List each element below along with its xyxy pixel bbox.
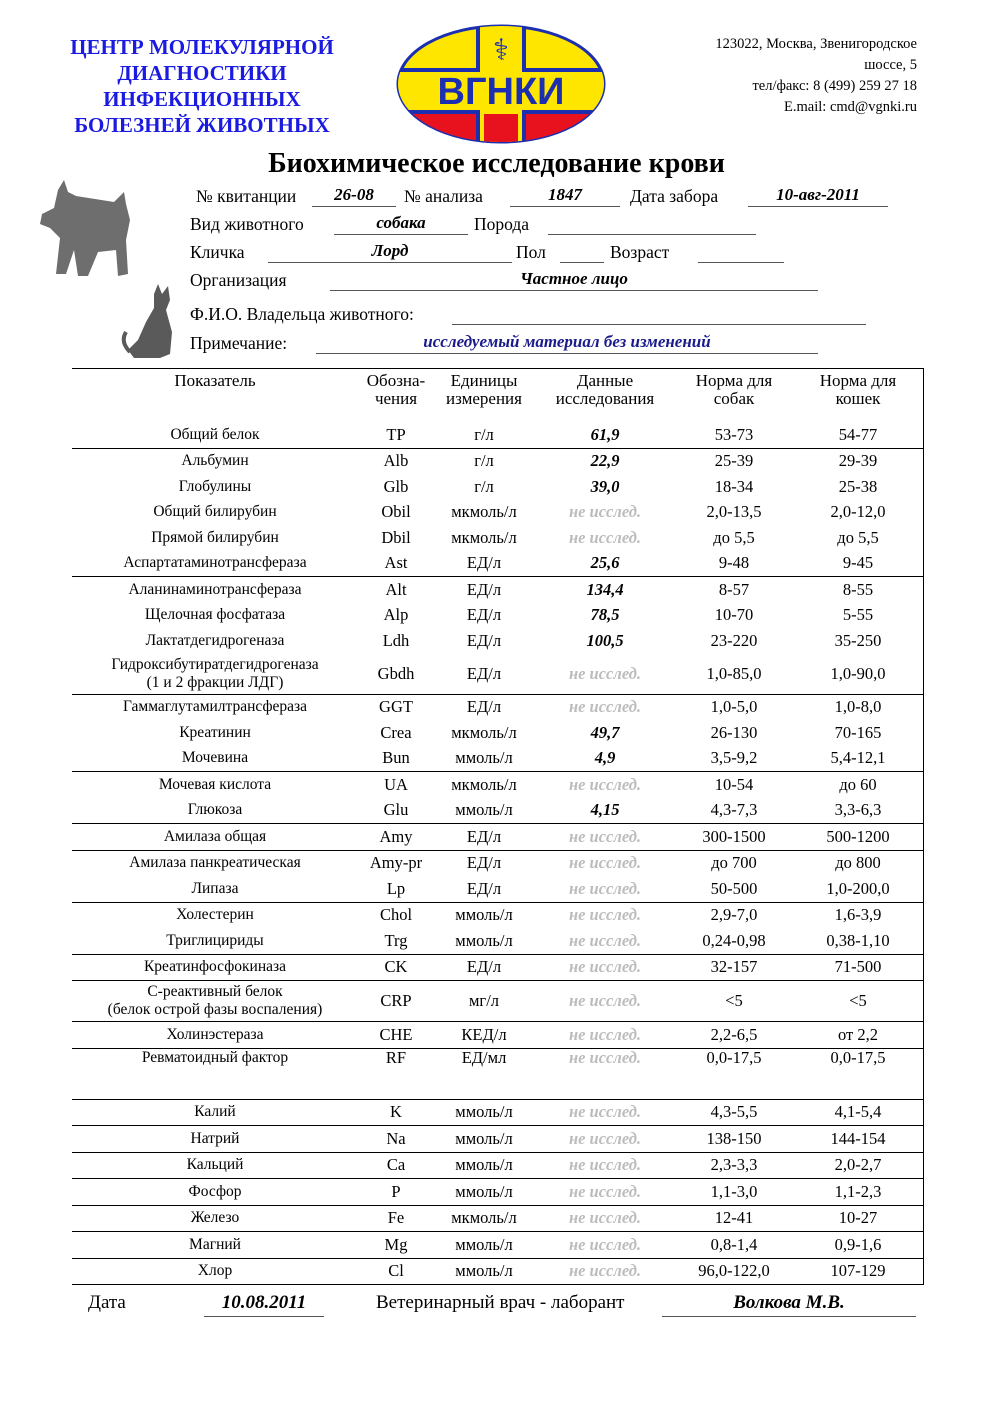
table-row xyxy=(72,694,924,720)
indicator-value: не исслед. xyxy=(534,981,676,1022)
indicator-unit: ммоль/л xyxy=(434,746,534,772)
table-row xyxy=(72,577,924,603)
indicator-value: не исслед. xyxy=(568,905,642,925)
cat-norm: 2,0-12,0 xyxy=(830,502,886,522)
dog-norm: 1,1-3,0 xyxy=(676,1179,792,1206)
indicator-value: не исслед. xyxy=(534,1179,676,1206)
cat-norm: 9-45 xyxy=(792,551,924,577)
indicator-code: RF xyxy=(358,1048,434,1099)
indicator-unit: г/л xyxy=(474,451,494,471)
owner-field[interactable] xyxy=(452,302,866,325)
indicator-unit: ммоль/л xyxy=(434,1152,534,1179)
sex-label: Пол xyxy=(516,242,546,262)
dog-norm: до 700 xyxy=(711,853,757,873)
indicator-code: K xyxy=(358,1099,434,1126)
indicator-name: Лактатдегидрогеназа xyxy=(145,631,285,649)
indicator-unit: ммоль/л xyxy=(434,1258,534,1285)
indicator-unit: ЕД/мл xyxy=(434,1048,534,1099)
indicator-name: С-реактивный белок (белок острой фазы воспаления) xyxy=(72,981,358,1022)
table-row xyxy=(72,1048,924,1099)
indicator-code: CRP xyxy=(358,981,434,1022)
indicator-name: Амилаза общая xyxy=(72,824,358,851)
dog-norm: 2,2-6,5 xyxy=(676,1022,792,1049)
cat-norm: 3,3-6,3 xyxy=(792,798,924,824)
results-table xyxy=(72,368,924,1285)
indicator-name: Мочевина xyxy=(72,746,358,772)
indicator-value: не исслед. xyxy=(534,1126,676,1153)
table-row xyxy=(72,603,924,629)
indicator-code: UA xyxy=(384,774,408,794)
cat-norm: 500-1200 xyxy=(792,824,924,851)
doctor-field[interactable]: Волкова М.В. xyxy=(662,1290,916,1317)
indicator-code: Obil xyxy=(381,502,411,522)
cat-norm: 1,0-8,0 xyxy=(834,697,882,717)
dog-norm: 2,3-3,3 xyxy=(676,1152,792,1179)
indicator-name: Ревматоидный фактор xyxy=(72,1048,358,1099)
cat-norm: 8-55 xyxy=(842,579,874,599)
indicator-unit: мкмоль/л xyxy=(434,1205,534,1232)
species-field[interactable]: собака xyxy=(334,212,468,235)
table-row xyxy=(72,876,924,902)
indicator-value: 25,6 xyxy=(534,551,676,577)
indicator-value: не исслед. xyxy=(534,1152,676,1179)
indicator-code: Trg xyxy=(358,928,434,954)
column-header: Данные исследования xyxy=(555,371,655,408)
indicator-value: не исслед. xyxy=(568,502,642,522)
indicator-unit: ЕД/л xyxy=(434,876,534,902)
indicator-code: Alt xyxy=(385,579,407,599)
table-row xyxy=(72,1258,924,1285)
cat-norm: <5 xyxy=(792,981,924,1022)
cat-norm: 35-250 xyxy=(834,630,882,650)
breed-field[interactable] xyxy=(548,212,756,235)
indicator-code: Glb xyxy=(383,476,409,496)
indicator-name: Прямой билирубин xyxy=(151,528,279,546)
table-row xyxy=(72,654,924,695)
analysis-label: № анализа xyxy=(404,186,483,206)
owner-label: Ф.И.О. Владельца животного: xyxy=(190,304,414,324)
indicator-value: не исслед. xyxy=(534,1048,676,1099)
center-name-line: ЦЕНТР МОЛЕКУЛЯРНОЙ xyxy=(70,35,334,59)
dog-norm: 0,24-0,98 xyxy=(676,928,792,954)
sample-date-field[interactable]: 10-авг-2011 xyxy=(748,184,888,207)
indicator-code: Chol xyxy=(379,905,413,925)
indicator-unit: ЕД/л xyxy=(466,853,502,873)
indicator-name: Гидроксибутиратдегидрогеназа (1 и 2 фракции ЛДГ) xyxy=(72,654,358,695)
column-header: Норма для собак xyxy=(695,371,773,408)
pet-name-label: Кличка xyxy=(190,242,245,262)
indicator-unit: ммоль/л xyxy=(434,928,534,954)
sex-field[interactable] xyxy=(560,240,604,263)
dog-norm: 300-1500 xyxy=(676,824,792,851)
cat-norm: 5-55 xyxy=(842,605,874,625)
contact-info xyxy=(617,34,917,118)
cat-norm: 70-165 xyxy=(834,722,882,742)
dog-norm: до 5,5 xyxy=(713,527,755,547)
indicator-unit: ммоль/л xyxy=(455,905,513,925)
cat-norm: до 5,5 xyxy=(837,527,879,547)
table-row xyxy=(72,746,924,772)
indicator-unit: ммоль/л xyxy=(434,1232,534,1259)
report-date-field[interactable]: 10.08.2011 xyxy=(204,1290,324,1317)
pet-name-field[interactable]: Лорд xyxy=(268,240,512,263)
table-top-border xyxy=(72,368,924,369)
indicator-name: Фосфор xyxy=(72,1179,358,1206)
indicator-value: 78,5 xyxy=(590,605,620,625)
indicator-unit: г/л xyxy=(434,422,534,448)
indicator-name: Альбумин xyxy=(181,452,249,470)
indicator-name: Глобулины xyxy=(178,477,252,495)
indicator-value: не исслед. xyxy=(534,1022,676,1049)
table-row xyxy=(72,628,924,654)
species-label: Вид животного xyxy=(190,214,304,234)
organization-label: Организация xyxy=(190,270,287,290)
indicator-code: Ca xyxy=(358,1152,434,1179)
address-line: шоссе, 5 xyxy=(864,57,917,73)
cat-norm: от 2,2 xyxy=(792,1022,924,1049)
report-date-label: Дата xyxy=(88,1292,126,1313)
indicator-name: Глюкоза xyxy=(72,798,358,824)
column-header: Единицы измерения xyxy=(446,371,522,408)
indicator-name: Железо xyxy=(72,1205,358,1232)
indicator-code: Alb xyxy=(383,451,409,471)
dog-norm: 2,9-7,0 xyxy=(710,905,758,925)
dog-norm: 96,0-122,0 xyxy=(676,1258,792,1285)
sample-date-label: Дата забора xyxy=(630,186,719,206)
indicator-name: Гаммаглутамилтрансфераза xyxy=(122,698,308,716)
dog-norm: 23-220 xyxy=(710,630,758,650)
indicator-name: Триглицириды xyxy=(72,928,358,954)
indicator-unit: ммоль/л xyxy=(434,1126,534,1153)
table-row xyxy=(72,981,924,1022)
dog-norm: 10-70 xyxy=(714,605,754,625)
cat-icon xyxy=(120,282,180,360)
table-row xyxy=(72,798,924,824)
indicator-value: 134,4 xyxy=(586,579,624,599)
cat-norm: 54-77 xyxy=(792,422,924,448)
indicator-value: не исслед. xyxy=(534,1099,676,1126)
indicator-unit: ЕД/л xyxy=(434,551,534,577)
table-row xyxy=(72,525,924,551)
vgnki-logo xyxy=(396,24,606,144)
cat-norm: 1,0-90,0 xyxy=(792,654,924,695)
dog-norm: 4,3-5,5 xyxy=(676,1099,792,1126)
cat-norm: 107-129 xyxy=(792,1258,924,1285)
indicator-unit: КЕД/л xyxy=(434,1022,534,1049)
indicator-name: Кальций xyxy=(72,1152,358,1179)
dog-norm: 18-34 xyxy=(714,476,754,496)
table-row xyxy=(72,1232,924,1259)
indicator-unit: мкмоль/л xyxy=(451,527,517,547)
indicator-code: Alp xyxy=(383,605,409,625)
table-header-row xyxy=(72,369,924,423)
dog-norm: <5 xyxy=(676,981,792,1022)
dog-norm: 0,0-17,5 xyxy=(676,1048,792,1099)
indicator-unit: ммоль/л xyxy=(434,798,534,824)
dog-norm: 50-500 xyxy=(676,876,792,902)
indicator-unit: ЕД/л xyxy=(466,630,502,650)
indicator-code: Fe xyxy=(358,1205,434,1232)
indicator-name: Натрий xyxy=(72,1126,358,1153)
dog-norm: 4,3-7,3 xyxy=(676,798,792,824)
logo-text: ВГНКИ xyxy=(437,71,565,113)
dog-norm: 2,0-13,5 xyxy=(706,502,762,522)
center-name-line: БОЛЕЗНЕЙ ЖИВОТНЫХ xyxy=(74,113,330,137)
column-header: Обозна- чения xyxy=(366,371,426,408)
cat-norm: до 60 xyxy=(839,774,877,794)
indicator-value: не исслед. xyxy=(534,824,676,851)
indicator-unit: мкмоль/л xyxy=(451,774,517,794)
indicator-value: не исслед. xyxy=(534,876,676,902)
indicator-value: не исслед. xyxy=(534,654,676,695)
indicator-value: не исслед. xyxy=(534,1258,676,1285)
indicator-name: Щелочная фосфатаза xyxy=(144,606,286,624)
dog-norm: 1,0-5,0 xyxy=(710,697,758,717)
indicator-name: Креатинфосфокиназа xyxy=(72,954,358,981)
organization-field[interactable]: Частное лицо xyxy=(330,268,818,291)
column-header: Норма для кошек xyxy=(819,371,897,408)
indicator-code: Amy xyxy=(358,824,434,851)
dog-norm: 3,5-9,2 xyxy=(676,746,792,772)
cat-norm: 1,1-2,3 xyxy=(792,1179,924,1206)
indicator-name: Общий билирубин xyxy=(153,503,277,521)
indicator-value: 4,9 xyxy=(534,746,676,772)
indicator-value: не исслед. xyxy=(534,1232,676,1259)
cat-norm: 25-38 xyxy=(838,476,878,496)
indicator-value: 49,7 xyxy=(590,722,620,742)
note-field[interactable]: исследуемый материал без изменений xyxy=(316,331,818,354)
indicator-unit: мг/л xyxy=(434,981,534,1022)
table-row xyxy=(72,474,924,500)
indicator-code: Amy-pr xyxy=(369,853,423,873)
cat-norm: 71-500 xyxy=(792,954,924,981)
cat-norm: 10-27 xyxy=(792,1205,924,1232)
table-row xyxy=(72,824,924,851)
indicator-value: 39,0 xyxy=(590,476,620,496)
dog-norm: 0,8-1,4 xyxy=(676,1232,792,1259)
center-name-line: ИНФЕКЦИОННЫХ xyxy=(103,87,301,111)
age-field[interactable] xyxy=(698,240,784,263)
indicator-value: не исслед. xyxy=(568,697,642,717)
table-row xyxy=(72,500,924,526)
email-line: E.mail: cmd@vgnki.ru xyxy=(784,99,917,115)
indicator-value: 22,9 xyxy=(590,451,620,471)
indicator-name: Аланинаминотрансфераза xyxy=(128,580,302,598)
table-row xyxy=(72,1152,924,1179)
indicator-value: 100,5 xyxy=(586,630,624,650)
indicator-value: не исслед. xyxy=(568,853,642,873)
indicator-value: 61,9 xyxy=(534,422,676,448)
indicator-value: 4,15 xyxy=(534,798,676,824)
column-header: Показатель xyxy=(174,371,256,390)
indicator-name: Хлор xyxy=(72,1258,358,1285)
breed-label: Порода xyxy=(474,214,530,234)
dog-norm: 12-41 xyxy=(676,1205,792,1232)
receipt-label: № квитанции xyxy=(196,186,297,206)
indicator-code: Ast xyxy=(358,551,434,577)
indicator-name: Холинэстераза xyxy=(72,1022,358,1049)
indicator-value: не исслед. xyxy=(568,527,642,547)
address-line: 123022, Москва, Звенигородское xyxy=(715,36,917,52)
indicator-name: Амилаза панкреатическая xyxy=(129,854,301,872)
cat-norm: 0,38-1,10 xyxy=(792,928,924,954)
indicator-code: Lp xyxy=(358,876,434,902)
indicator-name: Аспартатаминотрансфераза xyxy=(72,551,358,577)
cat-norm: до 800 xyxy=(835,853,881,873)
indicator-unit: ЕД/л xyxy=(434,654,534,695)
table-row xyxy=(72,1205,924,1232)
indicator-name: Мочевая кислота xyxy=(158,775,272,793)
table-row xyxy=(72,448,924,474)
indicator-code: Crea xyxy=(380,722,412,742)
indicator-value: не исслед. xyxy=(534,928,676,954)
table-row xyxy=(72,720,924,746)
indicator-value: не исслед. xyxy=(534,1205,676,1232)
table-row xyxy=(72,1126,924,1153)
indicator-code: Mg xyxy=(358,1232,434,1259)
table-row xyxy=(72,422,924,448)
indicator-code: Glu xyxy=(358,798,434,824)
indicator-unit: мкмоль/л xyxy=(451,502,517,522)
indicator-code: Na xyxy=(358,1126,434,1153)
indicator-code: CHE xyxy=(358,1022,434,1049)
receipt-field[interactable]: 26-08 xyxy=(312,184,396,207)
dog-norm: 10-54 xyxy=(714,774,754,794)
cat-norm: 29-39 xyxy=(838,451,878,471)
cat-norm: 4,1-5,4 xyxy=(792,1099,924,1126)
cat-norm: 0,0-17,5 xyxy=(792,1048,924,1099)
indicator-name: Общий белок xyxy=(72,422,358,448)
doctor-label: Ветеринарный врач - лаборант xyxy=(376,1292,625,1313)
indicator-name: Магний xyxy=(72,1232,358,1259)
indicator-value: не исслед. xyxy=(568,774,642,794)
dog-norm: 26-130 xyxy=(710,722,758,742)
indicator-unit: ммоль/л xyxy=(434,1099,534,1126)
indicator-unit: мкмоль/л xyxy=(451,722,517,742)
table-row xyxy=(72,551,924,577)
indicator-unit: ЕД/л xyxy=(466,579,502,599)
cat-norm: 1,6-3,9 xyxy=(834,905,882,925)
indicator-code: TP xyxy=(358,422,434,448)
indicator-unit: ЕД/л xyxy=(434,824,534,851)
cat-norm: 2,0-2,7 xyxy=(792,1152,924,1179)
dog-norm: 53-73 xyxy=(676,422,792,448)
indicator-name: Креатинин xyxy=(179,723,251,741)
analysis-field[interactable]: 1847 xyxy=(510,184,620,207)
dog-icon xyxy=(38,180,134,280)
indicator-value: не исслед. xyxy=(534,954,676,981)
caduceus-icon: ⚕ xyxy=(492,33,510,68)
dog-norm: 1,0-85,0 xyxy=(676,654,792,695)
dog-norm: 138-150 xyxy=(676,1126,792,1153)
dog-norm: 25-39 xyxy=(714,451,754,471)
table-row xyxy=(72,954,924,981)
dog-norm: 8-57 xyxy=(718,579,750,599)
indicator-code: Bun xyxy=(358,746,434,772)
indicator-unit: г/л xyxy=(474,476,494,496)
table-row xyxy=(72,772,924,798)
cat-norm: 5,4-12,1 xyxy=(792,746,924,772)
indicator-name: Холестерин xyxy=(176,906,254,924)
note-label: Примечание: xyxy=(190,333,288,353)
document-title: Биохимическое исследование крови xyxy=(268,148,725,179)
cat-norm: 144-154 xyxy=(792,1126,924,1153)
indicator-unit: ммоль/л xyxy=(434,1179,534,1206)
center-name-line: ДИАГНОСТИКИ xyxy=(117,61,287,85)
cat-norm: 0,9-1,6 xyxy=(792,1232,924,1259)
table-row xyxy=(72,1099,924,1126)
indicator-name: Липаза xyxy=(72,876,358,902)
dog-norm: 9-48 xyxy=(676,551,792,577)
indicator-unit: ЕД/л xyxy=(434,954,534,981)
table-row xyxy=(72,1179,924,1206)
indicator-unit: ЕД/л xyxy=(466,605,502,625)
indicator-name: Калий xyxy=(72,1099,358,1126)
table-row xyxy=(72,928,924,954)
indicator-code: CK xyxy=(358,954,434,981)
age-label: Возраст xyxy=(610,242,670,262)
table-row xyxy=(72,1022,924,1049)
dog-norm: 32-157 xyxy=(676,954,792,981)
table-row xyxy=(72,902,924,928)
indicator-unit: ЕД/л xyxy=(466,697,502,717)
table-right-border xyxy=(923,368,924,1285)
indicator-code: P xyxy=(358,1179,434,1206)
phone-line: тел/факс: 8 (499) 259 27 18 xyxy=(752,78,917,94)
indicator-code: GGT xyxy=(379,697,413,717)
indicator-code: Cl xyxy=(358,1258,434,1285)
cat-norm: 1,0-200,0 xyxy=(792,876,924,902)
table-row xyxy=(72,850,924,876)
indicator-code: Dbil xyxy=(381,527,411,547)
center-name xyxy=(52,34,352,138)
indicator-code: Ldh xyxy=(382,630,410,650)
indicator-code: Gbdh xyxy=(358,654,434,695)
